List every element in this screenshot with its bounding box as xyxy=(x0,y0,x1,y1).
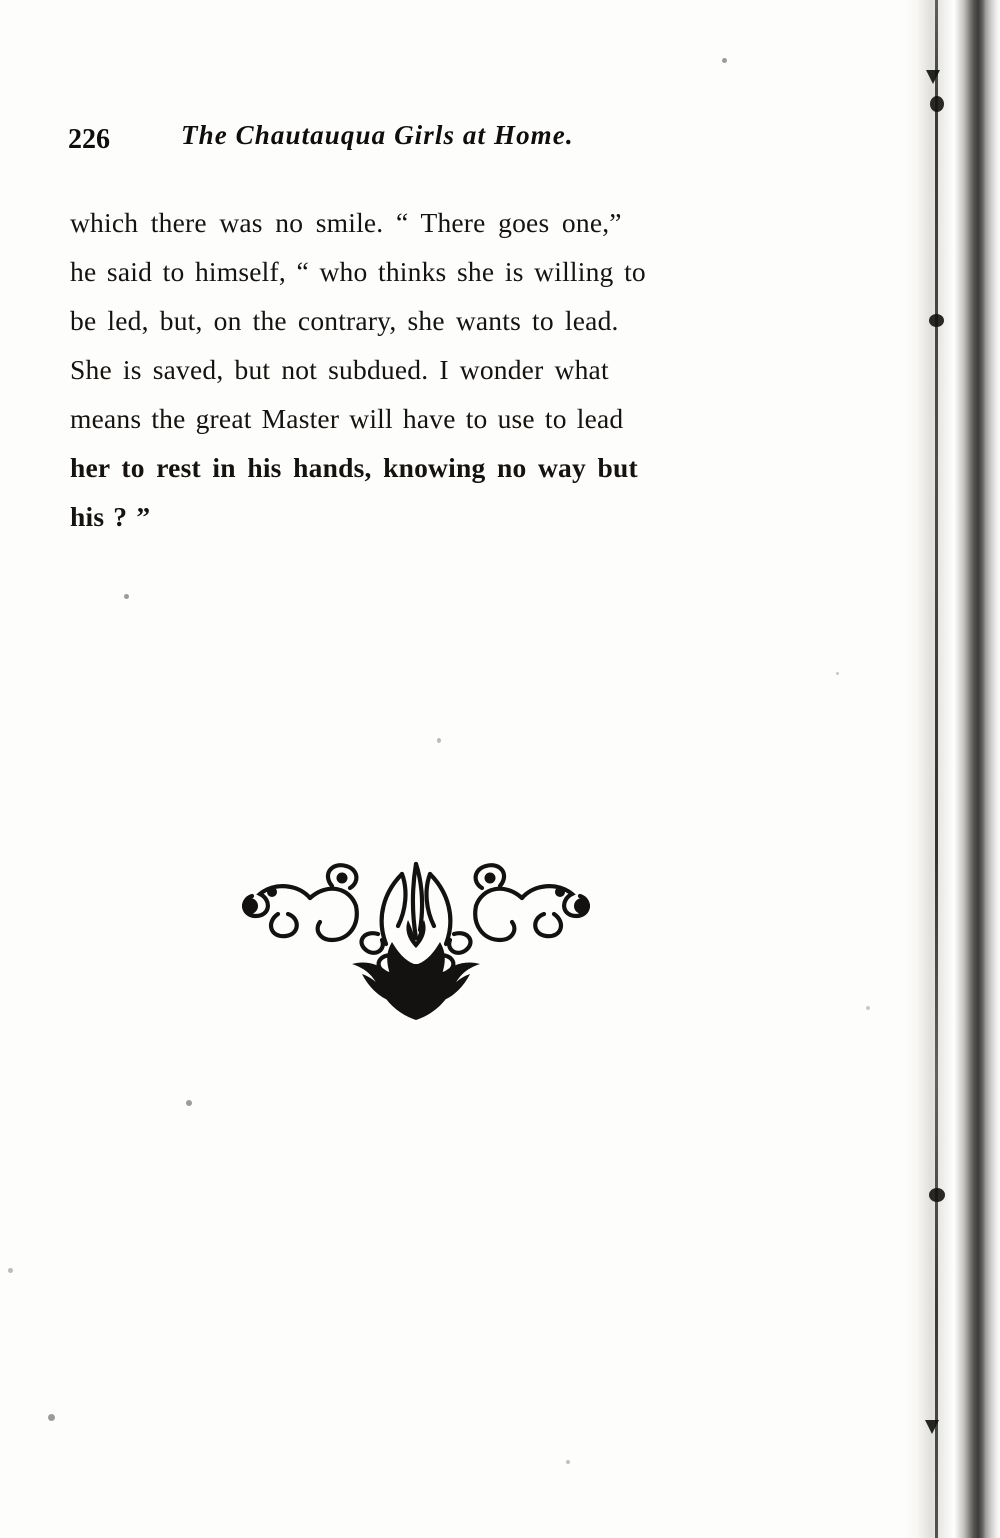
scan-artifact xyxy=(930,96,944,112)
text-line: he said to himself, “ who thinks she is willing to xyxy=(70,256,646,287)
page-number: 226 xyxy=(68,124,110,155)
paper-speck xyxy=(836,672,839,675)
binding-crease xyxy=(935,0,938,1538)
paper-speck xyxy=(566,1460,570,1464)
text-line: be led, but, on the contrary, she wants to lead. xyxy=(70,305,619,336)
paper-speck xyxy=(866,1006,870,1010)
scan-artifact xyxy=(925,1420,939,1434)
paper-speck xyxy=(437,738,441,743)
text-line: She is saved, but not subdued. I wonder what xyxy=(70,354,609,385)
floral-scroll-tailpiece-icon xyxy=(236,852,596,1027)
page-title: The Chautauqua Girls at Home. xyxy=(181,120,574,150)
text-line: his ? ” xyxy=(70,501,151,532)
paper-speck xyxy=(186,1100,192,1106)
scan-artifact xyxy=(926,70,940,84)
text-line: her to rest in his hands, knowing no way but xyxy=(70,452,638,483)
text-line: which there was no smile. “ There goes one,” xyxy=(70,207,622,238)
scan-artifact xyxy=(929,1188,945,1202)
paper-speck xyxy=(8,1268,13,1273)
paper-speck xyxy=(124,594,129,599)
running-head xyxy=(68,120,708,162)
page-edge-highlight xyxy=(978,0,1000,1538)
paper-speck xyxy=(722,58,727,63)
text-line: means the great Master will have to use to lead xyxy=(70,403,624,434)
scan-artifact xyxy=(929,314,944,327)
body-text xyxy=(70,198,782,541)
paper-speck xyxy=(48,1414,55,1421)
